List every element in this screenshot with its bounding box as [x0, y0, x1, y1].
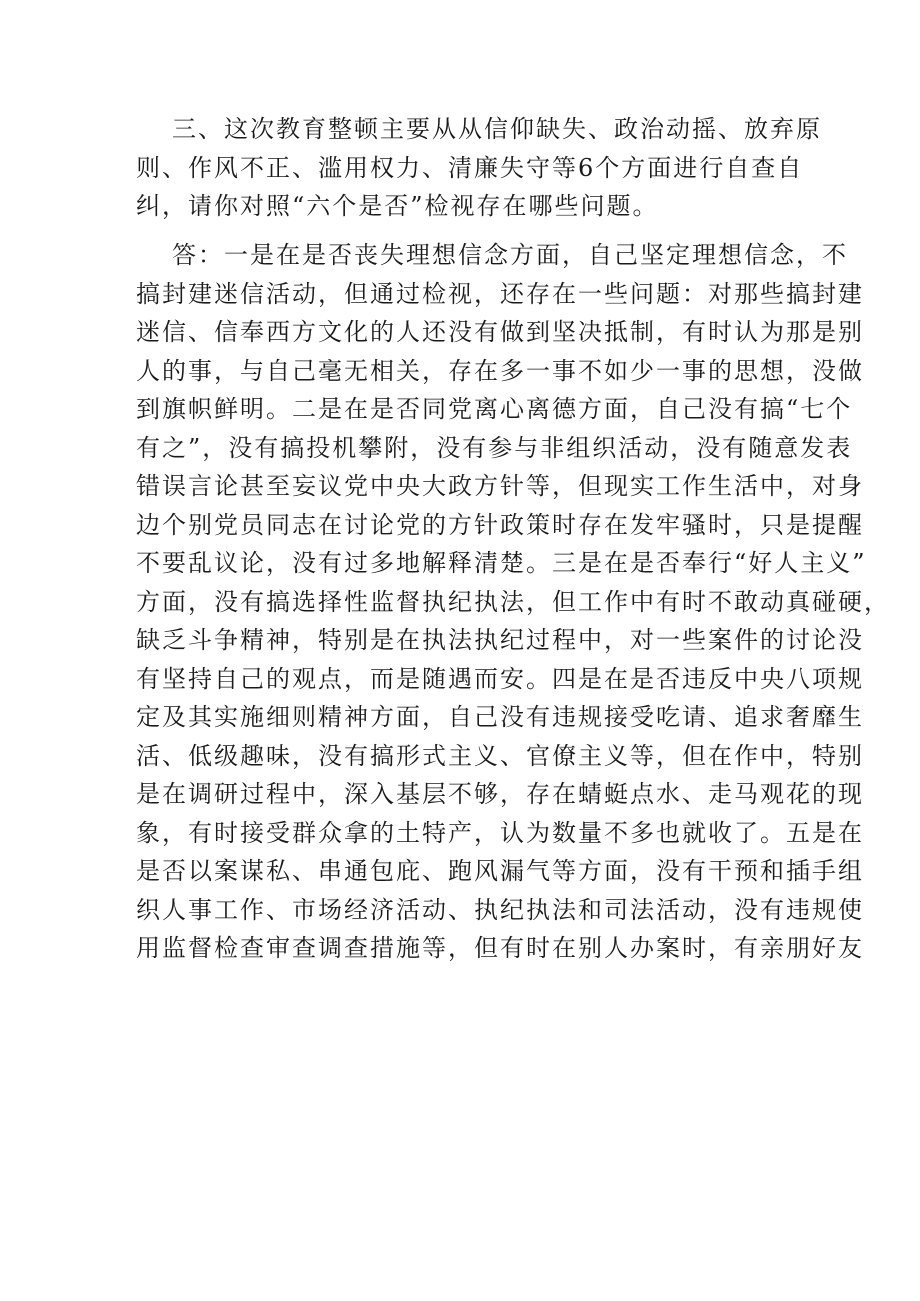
question-line: 纠，请你对照“六个是否”检视存在哪些问题。	[136, 192, 659, 220]
answer-line: 用监督检查审查调查措施等，但有时在别人办案时，有亲朋好友	[136, 934, 864, 962]
answer-line: 定及其实施细则精神方面，自己没有违规接受吃请、追求奢靡生	[136, 703, 864, 731]
answer-paragraph	[136, 236, 890, 968]
answer-line: 不要乱议论，没有过多地解释清楚。三是在是否奉行“好人主义”	[136, 549, 867, 577]
answer-line: 是否以案谋私、串通包庇、跑风漏气等方面，没有干预和插手组	[136, 857, 864, 885]
answer-line: 迷信、信奉西方文化的人还没有做到坚决抵制，有时认为那是别	[136, 318, 864, 346]
answer-line: 有坚持自己的观点，而是随遇而安。四是在是否违反中央八项规	[136, 664, 864, 693]
answer-line: 答：一是在是否丧失理想信念方面，自己坚定理想信念，不	[172, 241, 848, 269]
answer-line: 到旗帜鲜明。二是在是否同党离心离德方面，自己没有搞“七个	[136, 395, 853, 423]
answer-line: 方面，没有搞选择性监督执纪执法，但工作中有时不敢动真碰硬，	[136, 587, 890, 616]
answer-line: 织人事工作、市场经济活动、执纪执法和司法活动，没有违规使	[136, 895, 864, 924]
answer-line: 错误言论甚至妄议党中央大政方针等，但现实工作生活中，对身	[136, 472, 864, 500]
answer-line: 有之”，没有搞投机攀附，没有参与非组织活动，没有随意发表	[136, 433, 853, 462]
answer-line: 缺乏斗争精神，特别是在执法执纪过程中，对一些案件的讨论没	[136, 626, 864, 654]
question-line: 则、作风不正、滥用权力、清廉失守等6个方面进行自查自	[136, 153, 804, 182]
answer-line: 象，有时接受群众拿的土特产，认为数量不多也就收了。五是在	[136, 818, 864, 847]
answer-line: 人的事，与自己毫无相关，存在多一事不如少一事的思想，没做	[136, 356, 864, 385]
question-paragraph	[136, 110, 822, 226]
question-line: 三、这次教育整顿主要从从信仰缺失、政治动摇、放弃原	[172, 115, 822, 143]
answer-line: 是在调研过程中，深入基层不够，存在蜻蜓点水、走马观花的现	[136, 780, 864, 808]
answer-line: 活、低级趣味，没有搞形式主义、官僚主义等，但在作中，特别	[136, 741, 864, 770]
answer-line: 搞封建迷信活动，但通过检视，还存在一些问题：对那些搞封建	[136, 279, 864, 308]
answer-line: 边个别党员同志在讨论党的方针政策时存在发牢骚时，只是提醒	[136, 510, 864, 539]
